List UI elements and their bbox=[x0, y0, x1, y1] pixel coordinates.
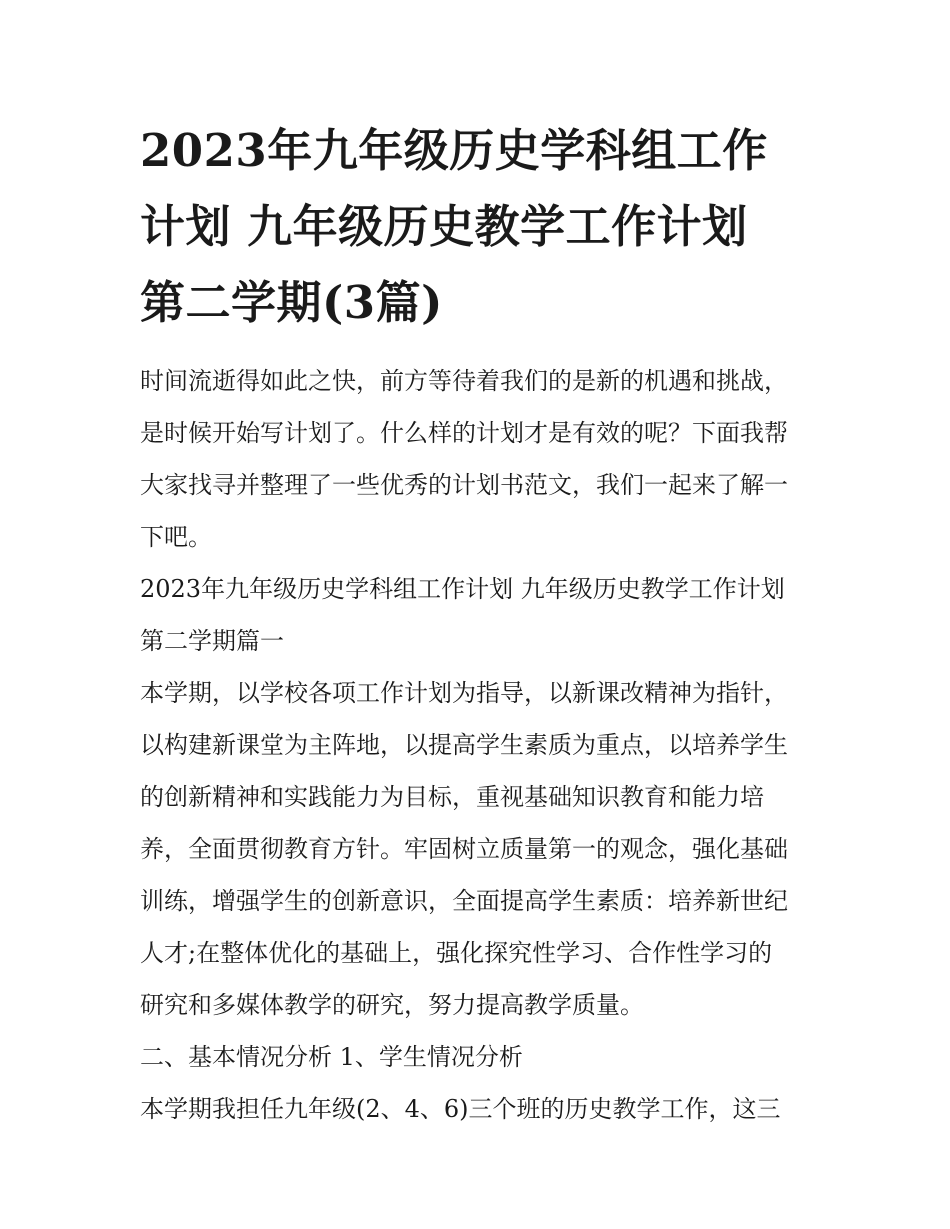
intro-line: 下吧。 bbox=[140, 523, 212, 551]
intro-line: 时间流逝得如此之快，前方等待着我们的是新的机遇和挑战， bbox=[140, 367, 788, 395]
paragraph-line: 研究和多媒体教学的研究，努力提高教学质量。 bbox=[140, 991, 644, 1019]
section-heading-line: 第二学期篇一 bbox=[140, 627, 284, 655]
paragraph-line: 本学期，以学校各项工作计划为指导，以新课改精神为指针， bbox=[140, 679, 788, 707]
title-line: 2023年九年级历史学科组工作 bbox=[140, 124, 768, 177]
intro-line: 大家找寻并整理了一些优秀的计划书范文，我们一起来了解一 bbox=[140, 471, 788, 499]
paragraph-line: 训练，增强学生的创新意识，全面提高学生素质：培养新世纪 bbox=[140, 887, 788, 915]
subsection-heading-line: 二、基本情况分析 1、学生情况分析 bbox=[140, 1043, 523, 1071]
paragraph-line: 养，全面贯彻教育方针。牢固树立质量第一的观念，强化基础 bbox=[140, 835, 788, 863]
paragraph-line: 人才;在整体优化的基础上，强化探究性学习、合作性学习的 bbox=[140, 939, 773, 967]
title-line: 第二学期(3篇) bbox=[140, 276, 443, 329]
paragraph-line: 以构建新课堂为主阵地，以提高学生素质为重点，以培养学生 bbox=[140, 731, 788, 759]
paragraph-line: 本学期我担任九年级(2、4、6)三个班的历史教学工作，这三 bbox=[140, 1095, 781, 1123]
document-body bbox=[140, 355, 820, 1135]
section-heading-line: 2023年九年级历史学科组工作计划 九年级历史教学工作计划 bbox=[140, 575, 785, 603]
paragraph-line: 的创新精神和实践能力为目标，重视基础知识教育和能力培 bbox=[140, 783, 764, 811]
title-line: 计划 九年级历史教学工作计划 bbox=[140, 200, 748, 253]
document-title bbox=[140, 113, 820, 341]
intro-line: 是时候开始写计划了。什么样的计划才是有效的呢？下面我帮 bbox=[140, 419, 788, 447]
